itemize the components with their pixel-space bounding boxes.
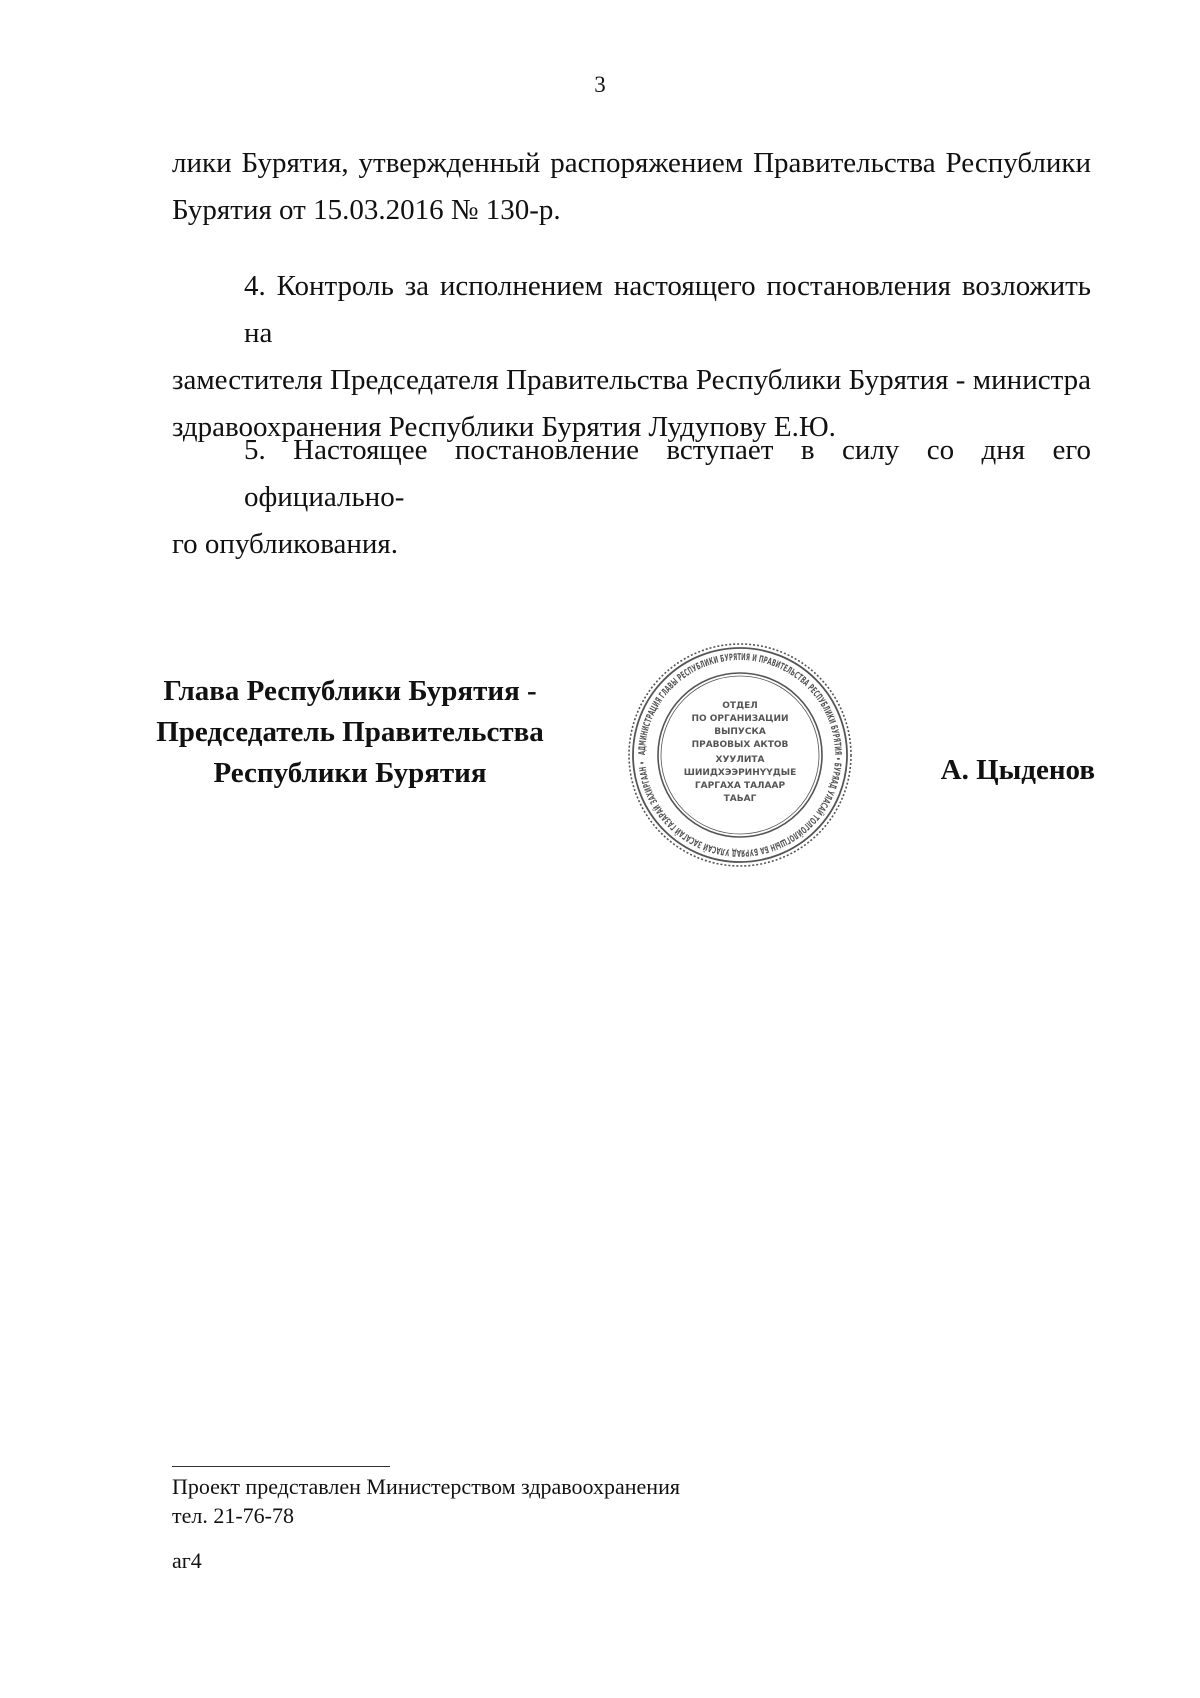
paragraph-continuation [172,140,1091,234]
seal-inner-line: ПО ОРГАНИЗАЦИИ [691,714,789,724]
signatory-name: А. Цыденов [940,754,1095,786]
seal-inner-line: ТАЬАГ [723,794,757,804]
signatory-position-line: Председатель Правительства [156,716,544,748]
official-seal [625,640,855,870]
seal-outer-text: АДМИНИСТРАЦИЯ ГЛАВЫ РЕСПУБЛИКИ БУРЯТИЯ И ПРАВИТЕЛЬСТВА РЕСПУБЛИКИ БУРЯТИЯ • БУРЯАД УЛАСАЙ ТОЛГОЙЛОГШЫН БА БУРЯАД УЛАСАЙ ЗАСАГАЙ ГАЗАРАЙ ЗАХИРГААН • [636,651,844,859]
paragraph-4 [172,263,1091,451]
seal-inner-line: ПРАВОВЫХ АКТОВ [691,740,789,750]
footnote-divider [172,1466,390,1467]
text-line: лики Бурятия, утвержденный распоряжением Правительства Республики [172,147,1091,179]
seal-inner-line: ГАРГАХА ТАЛААР [694,781,786,791]
footnote-line: тел. 21-76-78 [172,1503,295,1528]
signatory-position-line: Республики Бурятия [213,757,487,789]
signatory-position [150,671,550,794]
text-line: здравоохранения Республики Бурятия Лудупову Е.Ю. [172,411,836,443]
seal-inner-line: ОТДЕЛ [722,701,758,711]
footnote-line: Проект представлен Министерством здравоохранения [172,1474,680,1499]
seal-inner-line: ШИИДХЭЭРИНҮҮДЫЕ [683,768,797,778]
text-line: заместителя Председателя Правительства Республики Бурятия - министра [172,364,1091,396]
seal-inner-line: ВЫПУСКА [714,727,766,737]
text-line: 4. Контроль за исполнением настоящего постановления возложить на [244,270,1091,349]
seal-inner-line: ХУУЛИТА [715,755,765,765]
page-number: 3 [594,72,606,97]
text-line: го опубликования. [172,528,399,560]
signatory-position-line: Глава Республики Бурятия - [163,675,537,707]
text-line: 5. Настоящее постановление вступает в силу со дня его официально- [244,434,1091,513]
text-line: Бурятия от 15.03.2016 № 130-р. [172,194,561,226]
footnote [172,1472,680,1530]
document-code: аг4 [172,1548,202,1573]
paragraph-5 [172,427,1091,568]
